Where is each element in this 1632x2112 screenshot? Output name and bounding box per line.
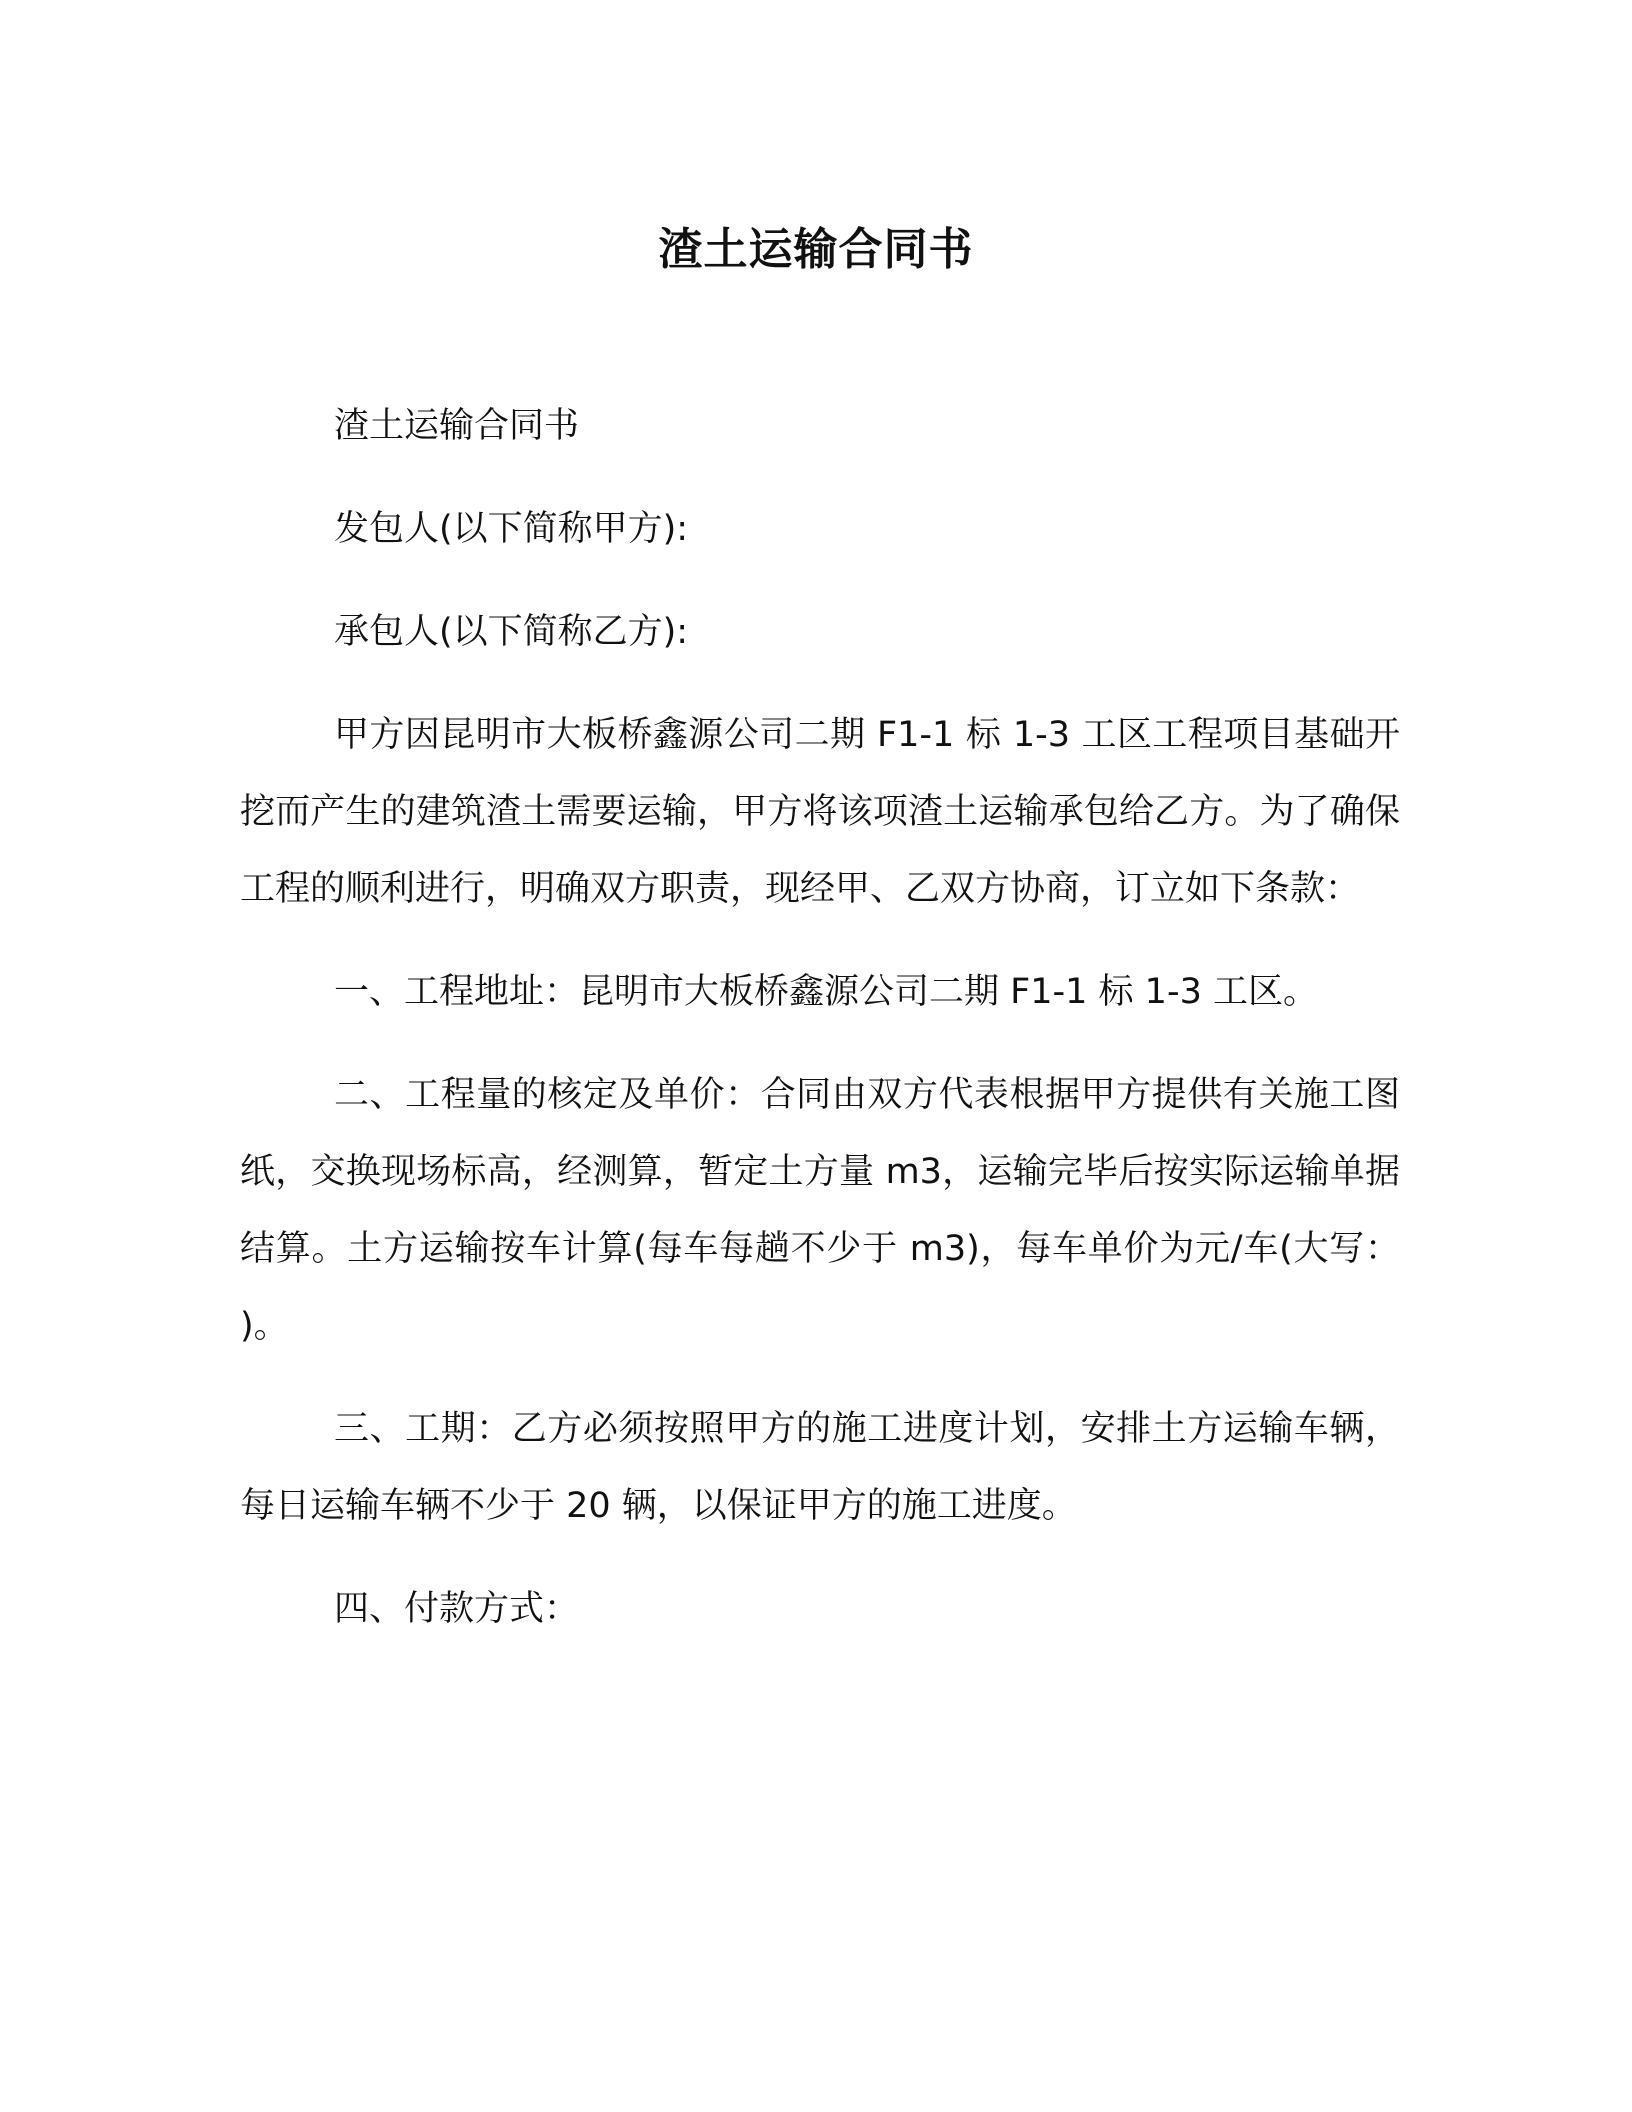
paragraph-preamble: 甲方因昆明市大板桥鑫源公司二期 F1-1 标 1-3 工区工程项目基础开挖而产生的建筑渣土需要运输，甲方将该项渣土运输承包给乙方。为了确保工程的顺利进行，明确双方职责，现经甲、乙双方协商，订立如下条款： xyxy=(240,715,1400,909)
paragraph-clause-4: 四、付款方式： xyxy=(334,1589,580,1629)
paragraph-clause-1: 一、工程地址：昆明市大板桥鑫源公司二期 F1-1 标 1-3 工区。 xyxy=(334,972,1318,1012)
paragraph-party-b: 承包人(以下简称乙方): xyxy=(334,612,689,652)
paragraph-party-a: 发包人(以下简称甲方): xyxy=(334,509,689,549)
paragraph-clause-3: 三、工期：乙方必须按照甲方的施工进度计划，安排土方运输车辆，每日运输车辆不少于 20 辆，以保证甲方的施工进度。 xyxy=(240,1409,1400,1526)
paragraph-clause-2: 二、工程量的核定及单价：合同由双方代表根据甲方提供有关施工图纸，交换现场标高，经测算，暂定土方量 m3，运输完毕后按实际运输单据结算。土方运输按车计算(每车每趟不少于 m3)，每车单价为元/车(大写： )。 xyxy=(240,1075,1400,1346)
document-title: 渣土运输合同书 xyxy=(658,224,974,275)
document-body xyxy=(240,388,1400,1674)
paragraph-subtitle: 渣土运输合同书 xyxy=(334,406,580,446)
